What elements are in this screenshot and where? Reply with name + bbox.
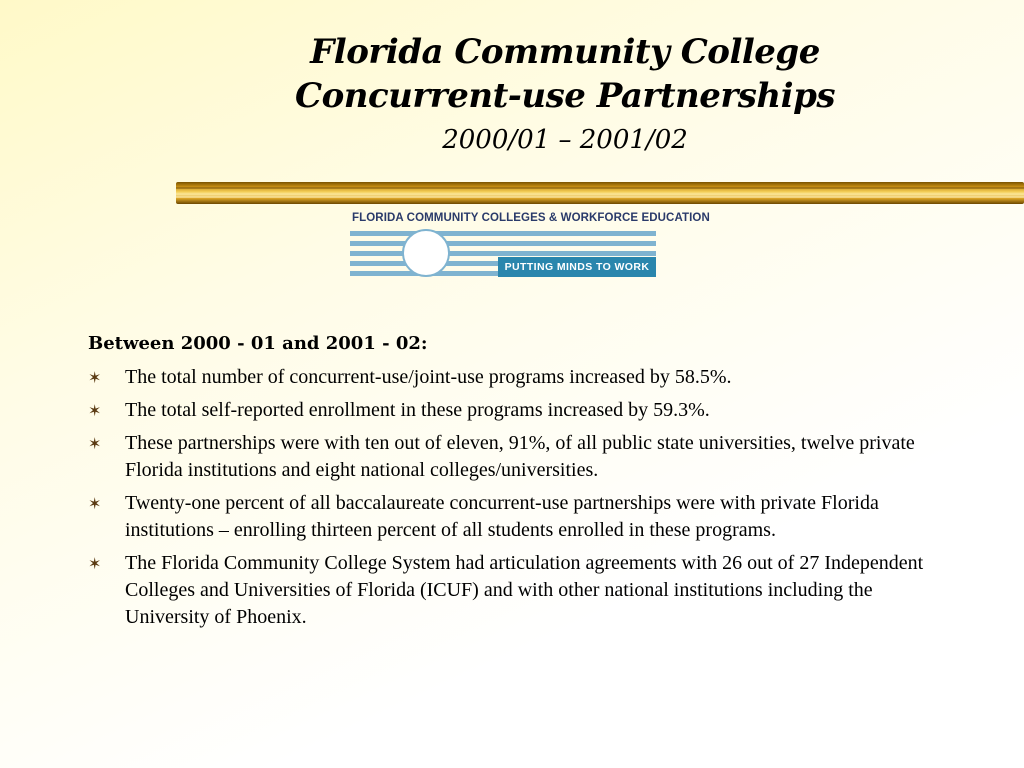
logo-tagline [498,257,656,277]
list-item [88,550,937,631]
list-item [88,490,937,544]
list-item [88,397,937,424]
asterisk-star-icon: ✶ [88,368,102,387]
list-item-text: The total number of concurrent-use/joint-use programs increased by 58.5%. [125,366,732,388]
list-item [88,364,937,391]
list-item-text: The total self-reported enrollment in these programs increased by 59.3%. [125,399,710,421]
content-heading: Between 2000 - 01 and 2001 - 02: [88,333,428,354]
logo-graphic [350,229,656,277]
asterisk-star-icon: ✶ [88,401,102,420]
asterisk-star-icon: ✶ [88,554,102,573]
slide-title-line-2: Concurrent-use Partnerships [295,76,835,116]
gold-divider-bar [176,182,1024,204]
slide-title-block [195,30,935,160]
logo-top-text: FLORIDA COMMUNITY COLLEGES & WORKFORCE EDUCATION [352,212,710,224]
logo-circle-icon [402,229,450,277]
slide-title-line-1: Florida Community College [310,32,820,72]
slide-subtitle: 2000/01 – 2001/02 [442,125,688,155]
list-item [88,430,937,484]
fccwe-logo [350,212,710,278]
logo-tagline-text: PUTTING MINDS TO WORK [504,261,650,273]
bullet-list [88,364,948,631]
slide-content [88,332,948,637]
list-item-text: The Florida Community College System had articulation agreements with 26 out of 27 Independent Colleges and Universities of Florida (ICUF) and with other national institutions including the University of Phoenix. [125,552,924,628]
list-item-text: These partnerships were with ten out of eleven, 91%, of all public state universities, twelve private Florida institutions and eight national colleges/universities. [125,432,915,481]
asterisk-star-icon: ✶ [88,494,102,513]
list-item-text: Twenty-one percent of all baccalaureate concurrent-use partnerships were with private Florida institutions – enrolling thirteen percent of all students enrolled in these programs. [125,492,879,541]
asterisk-star-icon: ✶ [88,434,102,453]
